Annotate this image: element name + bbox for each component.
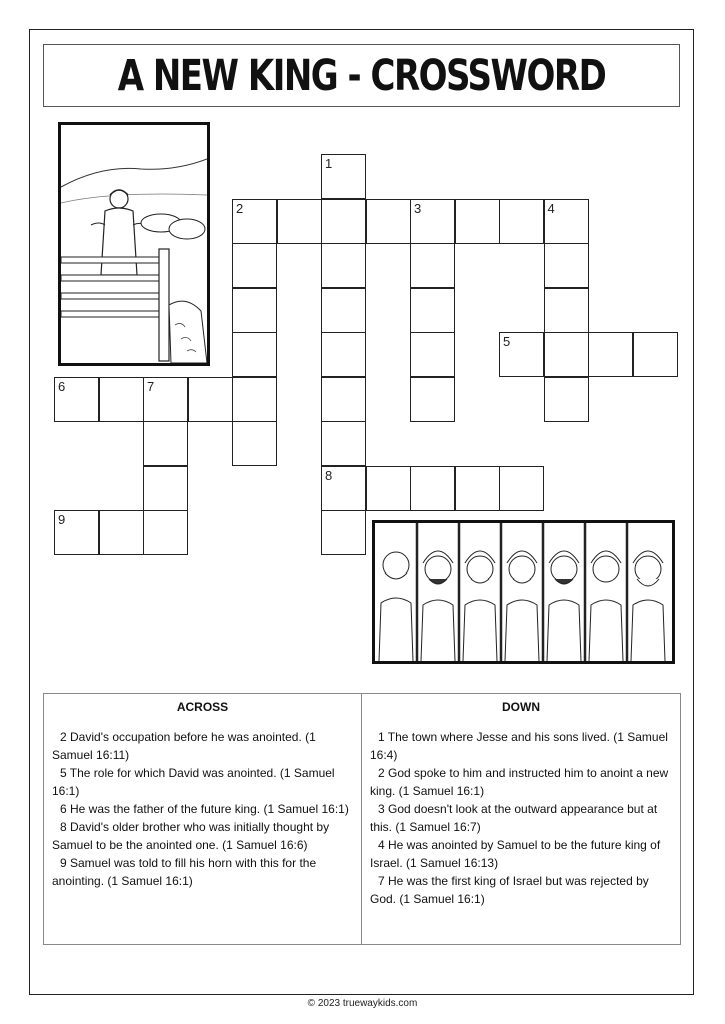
- crossword-cell[interactable]: [54, 510, 99, 555]
- crossword-cell[interactable]: [499, 199, 544, 244]
- crossword-cell[interactable]: [321, 288, 366, 333]
- clue-number: 8: [325, 467, 333, 483]
- across-clue: 5 The role for which David was anointed. (1 Samuel 16:1): [52, 766, 335, 798]
- across-clue: 8 David's older brother who was initially thought by Samuel to be the anointed one. (1 Samuel 16:6): [52, 820, 330, 852]
- brothers-illustration: [372, 520, 675, 664]
- crossword-cell[interactable]: [410, 199, 455, 244]
- crossword-cell[interactable]: [321, 377, 366, 422]
- crossword-cell[interactable]: [54, 377, 99, 422]
- crossword-cell[interactable]: [410, 243, 455, 288]
- crossword-cell[interactable]: [366, 466, 411, 511]
- down-clue: 1 The town where Jesse and his sons lived. (1 Samuel 16:4): [370, 730, 668, 762]
- clue-number: 1: [325, 156, 333, 171]
- crossword-cell[interactable]: [99, 510, 144, 555]
- crossword-cell[interactable]: [410, 288, 455, 333]
- copyright-footer: © 2023 truewaykids.com: [307, 998, 418, 1009]
- clues-panel: [43, 693, 681, 945]
- david-shepherd-illustration: [58, 122, 210, 366]
- crossword-cell[interactable]: [410, 332, 455, 377]
- crossword-cell[interactable]: [544, 199, 589, 244]
- down-column: [362, 694, 680, 944]
- crossword-cell[interactable]: [588, 332, 633, 377]
- clue-number: 4: [547, 200, 555, 216]
- crossword-cell[interactable]: [544, 288, 589, 333]
- clue-number: 7: [147, 378, 155, 394]
- crossword-cell[interactable]: [321, 421, 366, 466]
- crossword-cell[interactable]: [188, 377, 233, 422]
- across-clue: 2 David's occupation before he was anointed. (1 Samuel 16:11): [52, 730, 316, 762]
- down-clue: 3 God doesn't look at the outward appearance but at this. (1 Samuel 16:7): [370, 802, 658, 834]
- crossword-cell[interactable]: [455, 466, 500, 511]
- crossword-cell[interactable]: [143, 421, 188, 466]
- clue-number: 6: [58, 378, 66, 394]
- clue-number: 5: [503, 334, 511, 349]
- crossword-cell[interactable]: [232, 288, 277, 333]
- crossword-cell[interactable]: [232, 199, 277, 244]
- down-heading: DOWN: [502, 700, 540, 714]
- crossword-cell[interactable]: [277, 199, 322, 244]
- across-heading: ACROSS: [176, 700, 229, 714]
- clue-number: 3: [414, 200, 422, 216]
- down-clue: 2 God spoke to him and instructed him to anoint a new king. (1 Samuel 16:1): [370, 766, 669, 798]
- crossword-cell[interactable]: [321, 466, 366, 511]
- crossword-cell[interactable]: [499, 332, 544, 377]
- crossword-cell[interactable]: [321, 199, 366, 244]
- crossword-cell[interactable]: [499, 466, 544, 511]
- crossword-cell[interactable]: [232, 421, 277, 466]
- crossword-cell[interactable]: [143, 510, 188, 555]
- down-clue: 4 He was anointed by Samuel to be the future king of Israel. (1 Samuel 16:13): [370, 838, 661, 870]
- down-clue: 7 He was the first king of Israel but was rejected by God. (1 Samuel 16:1): [370, 874, 649, 906]
- clue-number: 2: [236, 200, 244, 216]
- across-column: [44, 694, 362, 944]
- crossword-cell[interactable]: [544, 332, 589, 377]
- crossword-cell[interactable]: [232, 377, 277, 422]
- crossword-cell[interactable]: [99, 377, 144, 422]
- across-clue: 9 Samuel was told to fill his horn with this for the anointing. (1 Samuel 16:1): [52, 856, 317, 888]
- crossword-cell[interactable]: [232, 243, 277, 288]
- crossword-cell[interactable]: [544, 377, 589, 422]
- title-box: [43, 44, 680, 107]
- page-title: A NEW KING - CROSSWORD: [117, 50, 606, 101]
- crossword-cell[interactable]: [143, 377, 188, 422]
- crossword-cell[interactable]: [455, 199, 500, 244]
- across-clue: 6 He was the father of the future king. (1 Samuel 16:1): [60, 802, 349, 816]
- clue-number: 9: [58, 512, 66, 527]
- crossword-cell[interactable]: [410, 466, 455, 511]
- crossword-cell[interactable]: [544, 243, 589, 288]
- crossword-cell[interactable]: [366, 199, 411, 244]
- crossword-cell[interactable]: [321, 154, 366, 199]
- crossword-cell[interactable]: [232, 332, 277, 377]
- crossword-cell[interactable]: [321, 243, 366, 288]
- crossword-cell[interactable]: [321, 510, 366, 555]
- crossword-cell[interactable]: [143, 466, 188, 511]
- crossword-cell[interactable]: [410, 377, 455, 422]
- crossword-cell[interactable]: [321, 332, 366, 377]
- crossword-cell[interactable]: [633, 332, 678, 377]
